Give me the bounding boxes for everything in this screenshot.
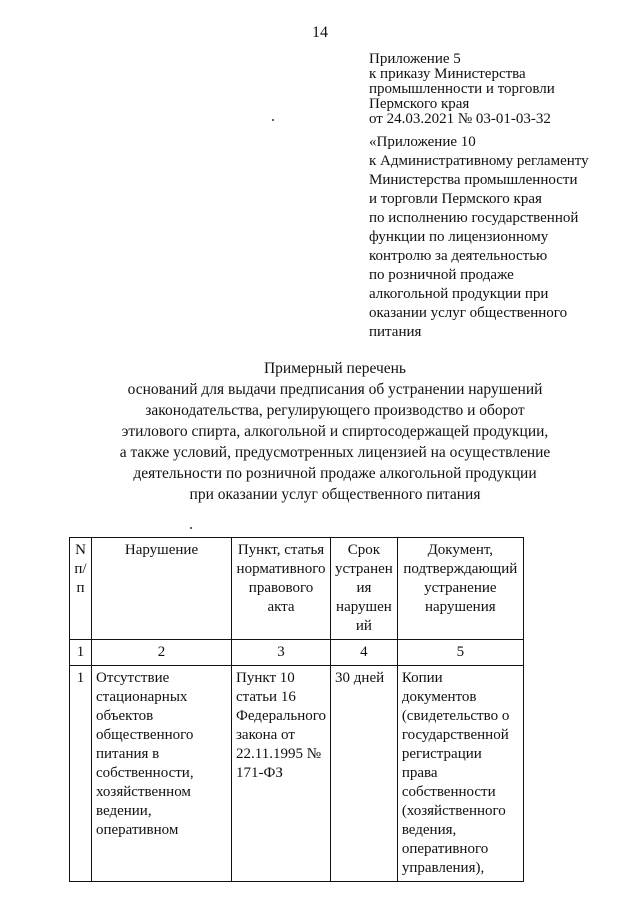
title-line: Примерный перечень [263,360,406,377]
column-number: 5 [397,640,523,666]
regulation-line: по розничной продаже [369,267,514,283]
table-row [70,666,524,882]
annex-line: к приказу Министерства [369,66,526,82]
row-violation: Отсутствие стационарных объектов общественного питания в собственности, хозяйственном ведении, оперативном [92,666,232,882]
header-violation: Нарушение [92,538,232,640]
annex-line: от 24.03.2021 № 03-01-03-32 [369,111,551,127]
column-number: 2 [92,640,232,666]
row-legal-act: Пункт 10 статьи 16 Федерального закона от 22.11.1995 № 171-ФЗ [232,666,331,882]
page-number: 14 [312,24,328,41]
regulation-line: контролю за деятельностью [369,248,548,264]
regulation-line: к Административному регламенту [369,153,589,169]
annex-line: Приложение 5 [369,51,461,67]
regulation-line: питания [369,324,422,340]
row-deadline: 30 дней [331,666,398,882]
title-line: деятельности по розничной продаже алкогольной продукции [133,465,537,482]
title-line: законодательства, регулирующего производство и оборот [145,402,525,419]
row-number: 1 [70,666,92,882]
violations-table [69,537,524,882]
title-line: при оказании услуг общественного питания [189,486,481,503]
scan-speck [190,527,192,529]
regulation-line: функции по лицензионному [369,229,549,245]
column-number: 1 [70,640,92,666]
title-line: этилового спирта, алкогольной и спиртосодержащей продукции, [121,423,549,440]
column-numbers-row [70,640,524,666]
annex-line: промышленности и торговли [369,81,555,97]
regulation-line: оказании услуг общественного [369,305,568,321]
regulation-line: Министерства промышленности [369,172,578,188]
header-number: N п/п [70,538,92,640]
regulation-annex-reference [369,133,629,342]
title-line: оснований для выдачи предписания об устранении нарушений [127,381,543,398]
column-number: 4 [331,640,398,666]
scan-speck [272,119,274,121]
annex-line: Пермского края [369,96,470,112]
regulation-line: по исполнению государственной [369,210,579,226]
row-document: Копии документов (свидетельство о государственной регистрации права собственности (хозяйственного ведения, оперативного управления), [397,666,523,882]
document-title [0,358,640,505]
column-number: 3 [232,640,331,666]
annex-reference [369,52,629,127]
regulation-line: алкогольной продукции при [369,286,549,302]
regulation-line: «Приложение 10 [369,134,476,150]
table-header-row [70,538,524,640]
title-line: а также условий, предусмотренных лицензией на осуществление [119,444,551,461]
regulation-line: и торговли Пермского края [369,191,542,207]
header-legal-act: Пункт, статья нормативного правового акта [232,538,331,640]
header-deadline: Срок устранен ия нарушен ий [331,538,398,640]
header-document: Документ, подтверждающий устранение нарушения [397,538,523,640]
